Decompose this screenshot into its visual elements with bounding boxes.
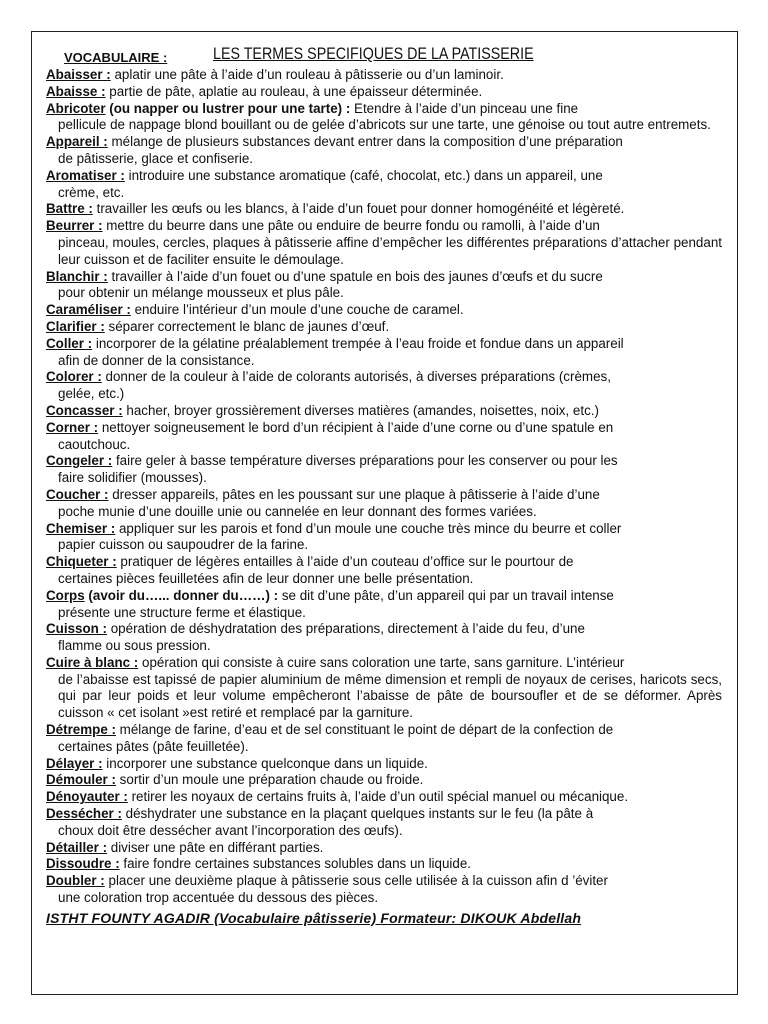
glossary-definition-continued: certaines pièces feuilletées afin de leur donner une belle présentation.: [58, 570, 474, 586]
glossary-entry: [46, 554, 722, 588]
glossary-term: Démouler :: [46, 772, 116, 788]
glossary-definition: incorporer de la gélatine préalablement trempée à l’eau froide et fondue dans un appareil: [92, 335, 624, 351]
glossary-definition-continued: caoutchouc.: [58, 436, 131, 452]
glossary-term: Détrempe :: [46, 722, 116, 738]
glossary-definition: incorporer une substance quelconque dans un liquide.: [102, 755, 428, 771]
glossary-term: Clarifier :: [46, 318, 105, 334]
glossary-entry: [46, 403, 722, 420]
glossary-entry: [46, 756, 722, 773]
glossary-entry: [46, 420, 722, 454]
glossary-definition: hacher, broyer grossièrement diverses matières (amandes, noisettes, noix, etc.): [122, 402, 599, 418]
glossary-entry: [46, 453, 722, 487]
glossary-definition: faire geler à basse température diverses préparations pour les conserver ou pour les: [112, 453, 618, 469]
glossary-definition-continued: crème, etc.: [58, 184, 125, 200]
glossary-term: Congeler :: [46, 453, 113, 469]
glossary-definition: appliquer sur les parois et fond d’un moule une couche très mince du beurre et coller: [115, 520, 622, 536]
glossary-term: Caraméliser :: [46, 302, 131, 318]
glossary-entry: [46, 722, 722, 756]
glossary-definition-continued: de pâtisserie, glace et confiserie.: [58, 150, 254, 166]
glossary-term: Corps: [46, 587, 85, 603]
glossary-definition-continued: présente une structure ferme et élastique.: [58, 604, 306, 620]
glossary-definition-continued: pour obtenir un mélange mousseux et plus pâle.: [58, 285, 344, 301]
vocabulary-label: VOCABULAIRE :: [64, 50, 168, 65]
glossary-term: Abaisse :: [46, 83, 106, 99]
glossary-term: Cuisson :: [46, 621, 108, 637]
glossary-definition: travailler à l’aide d’un fouet ou d’une spatule en bois des jaunes d’œufs et du sucre: [107, 268, 603, 284]
glossary-definition: séparer correctement le blanc de jaunes d’œuf.: [104, 318, 390, 334]
glossary-definition: Etendre à l’aide d’un pinceau une fine: [350, 100, 579, 116]
glossary-definition: se dit d’une pâte, d’un appareil qui par un travail intense: [278, 587, 614, 603]
glossary-entry: [46, 840, 722, 857]
glossary-entry: [46, 873, 722, 907]
glossary-entry: [46, 201, 722, 218]
glossary-definition-continued: papier cuisson ou saupoudrer de la farine.: [58, 537, 309, 553]
glossary-definition: mettre du beurre dans une pâte ou enduire de beurre fondu ou ramolli, à l’aide d’un: [102, 218, 600, 234]
glossary-entry: [46, 789, 722, 806]
glossary-entry: [46, 336, 722, 370]
glossary-definition-continued: pinceau, moules, cercles, plaques à pâtisserie affine d’empêcher les différentes préparations d’attacher pendant leur cuisson et de faciliter ensuite le démoulage.: [58, 234, 722, 267]
glossary-entry: [46, 655, 722, 722]
glossary-definition: donner de la couleur à l’aide de colorants autorisés, à diverses préparations (crèmes,: [101, 369, 611, 385]
glossary-definition: introduire une substance aromatique (café, chocolat, etc.) dans un appareil, une: [124, 167, 603, 183]
glossary-entry: [46, 487, 722, 521]
glossary-term: Aromatiser :: [46, 167, 125, 183]
glossary-definition-continued: poche munie d’une douille unie ou cannelée en leur donnant des formes variées.: [58, 503, 537, 519]
glossary-term: Abaisser :: [46, 67, 111, 82]
glossary-entry: [46, 168, 722, 202]
glossary-definition: mélange de plusieurs substances devant entrer dans la composition d’une préparation: [107, 134, 623, 150]
glossary-entry: [46, 134, 722, 168]
glossary-definition: mélange de farine, d’eau et de sel constituant le point de départ de la confection de: [115, 722, 614, 738]
glossary-term: Battre :: [46, 201, 93, 217]
glossary-definition: déshydrater une substance en la plaçant quelques instants sur le feu (la pâte à: [121, 806, 594, 822]
glossary-entry: [46, 856, 722, 873]
glossary-term: Dessécher :: [46, 806, 122, 822]
document-body: [46, 44, 722, 926]
glossary-definition: diviser une pâte en différant parties.: [107, 839, 324, 855]
footer-credit: ISTHT FOUNTY AGADIR (Vocabulaire pâtisserie) Formateur: DIKOUK Abdellah: [46, 909, 582, 926]
glossary-definition-continued: certaines pâtes (pâte feuilletée).: [58, 738, 249, 754]
glossary-entry: [46, 84, 722, 101]
glossary-entry: [46, 621, 722, 655]
glossary-term: Délayer :: [46, 755, 103, 771]
glossary-definition: enduire l’intérieur d’un moule d’une couche de caramel.: [130, 302, 464, 318]
glossary-term: Doubler :: [46, 873, 105, 889]
glossary-definition: opération qui consiste à cuire sans coloration une tarte, sans garniture. L’intérieur: [138, 654, 625, 670]
glossary-term: Concasser :: [46, 402, 123, 418]
glossary-term-qualifier: (avoir du…... donner du……) :: [84, 587, 279, 603]
glossary-entry: [46, 369, 722, 403]
glossary-term: Dénoyauter :: [46, 789, 128, 805]
glossary-definition-continued: pellicule de nappage blond bouillant ou de gelée d’abricots sur une tarte, une génoise ou tout autre entremets.: [58, 117, 711, 133]
glossary-definition: travailler les œufs ou les blancs, à l’aide d’un fouet pour donner homogénéité et légèreté.: [92, 201, 625, 217]
glossary-entry: [46, 67, 722, 84]
glossary-definition-continued: de l’abaisse est tapissé de papier aluminium de même dimension et rempli de noyaux de cerises, haricots secs, qui par leur poids et leur volume empêcheront l’abaisse de pâte de boursoufler et de se déformer. Après cuisson « cet isolant »est retiré et remplacé par la garniture.: [58, 671, 722, 721]
glossary-definition: opération de déshydratation des préparations, directement à l’aide du feu, d’une: [107, 621, 585, 637]
glossary-definition-continued: gelée, etc.): [58, 386, 125, 402]
glossary-definition-continued: une coloration trop accentuée du dessous des pièces.: [58, 890, 379, 906]
glossary-entry: [46, 302, 722, 319]
glossary-term: Corner :: [46, 419, 99, 435]
glossary-entry: [46, 319, 722, 336]
glossary-term: Appareil :: [46, 134, 108, 150]
glossary-list: [46, 67, 722, 907]
glossary-entry: [46, 772, 722, 789]
glossary-term: Chemiser :: [46, 520, 116, 536]
glossary-term: Beurrer :: [46, 218, 103, 234]
glossary-definition-continued: choux doit être dessécher avant l’incorporation des œufs).: [58, 822, 403, 838]
glossary-term: Cuire à blanc :: [46, 654, 139, 670]
glossary-definition: dresser appareils, pâtes en les poussant sur une plaque à pâtisserie à l’aide d’une: [108, 486, 600, 502]
glossary-definition-continued: flamme ou sous pression.: [58, 638, 211, 654]
glossary-term: Chiqueter :: [46, 554, 117, 570]
glossary-definition: aplatir une pâte à l’aide d’un rouleau à pâtisserie ou d’un laminoir.: [110, 67, 504, 82]
glossary-definition: pratiquer de légères entailles à l’aide d’un couteau d’office sur le pourtour de: [116, 554, 574, 570]
glossary-entry: [46, 588, 722, 622]
glossary-term: Blanchir :: [46, 268, 108, 284]
glossary-definition: partie de pâte, aplatie au rouleau, à une épaisseur déterminée.: [105, 83, 483, 99]
glossary-definition: sortir d’un moule une préparation chaude ou froide.: [115, 772, 424, 788]
glossary-term: Coller :: [46, 335, 93, 351]
glossary-definition: faire fondre certaines substances solubles dans un liquide.: [119, 856, 472, 872]
glossary-term: Détailler :: [46, 839, 108, 855]
glossary-entry: [46, 806, 722, 840]
glossary-definition: nettoyer soigneusement le bord d’un récipient à l’aide d’une corne ou d’une spatule en: [98, 419, 614, 435]
glossary-term-qualifier: (ou napper ou lustrer pour une tarte) :: [105, 100, 351, 116]
glossary-term: Abricoter: [46, 100, 106, 116]
glossary-term: Colorer :: [46, 369, 102, 385]
glossary-entry: [46, 218, 722, 268]
glossary-entry: [46, 101, 722, 135]
glossary-definition: retirer les noyaux de certains fruits à, l’aide d’un outil spécial manuel ou mécanique.: [127, 789, 629, 805]
glossary-entry: [46, 269, 722, 303]
glossary-definition: placer une deuxième plaque à pâtisserie sous celle utilisée à la cuisson afin d ’éviter: [104, 873, 608, 889]
glossary-term: Coucher :: [46, 486, 109, 502]
glossary-term: Dissoudre :: [46, 856, 120, 872]
header: [46, 44, 722, 66]
page-title: LES TERMES SPECIFIQUES DE LA PATISSERIE: [213, 44, 534, 63]
glossary-definition-continued: faire solidifier (mousses).: [58, 470, 207, 486]
glossary-definition-continued: afin de donner de la consistance.: [58, 352, 255, 368]
glossary-entry: [46, 521, 722, 555]
